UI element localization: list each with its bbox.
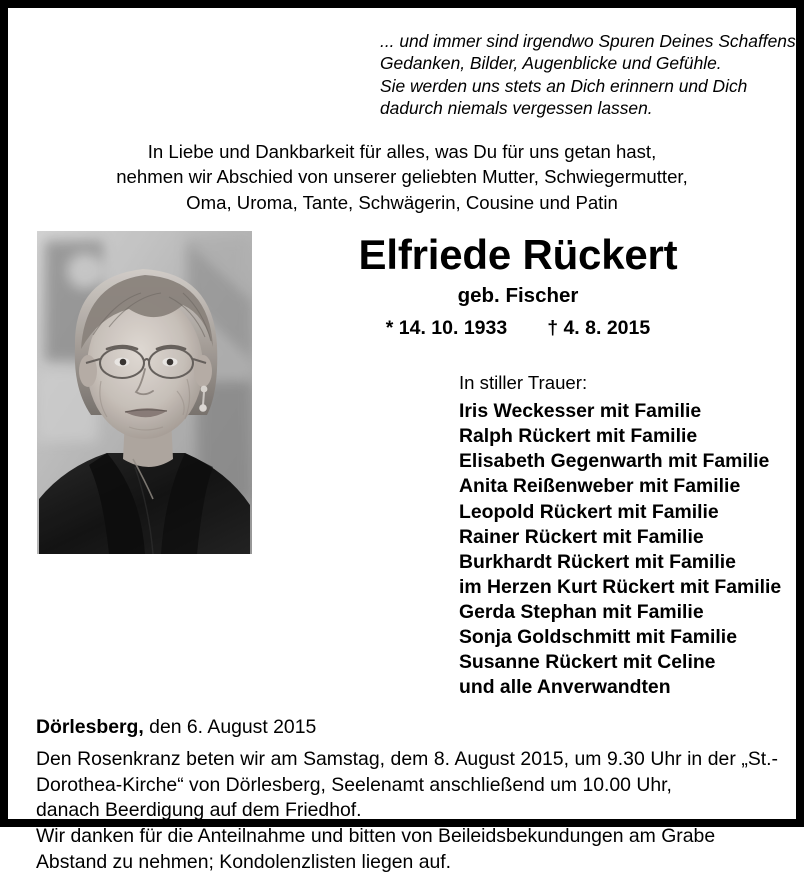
dedication-line-3: Oma, Uroma, Tante, Schwägerin, Cousine und Patin [186,191,618,213]
body-row [22,231,782,700]
list-item: Leopold Rückert mit Familie [459,500,719,523]
list-item: im Herzen Kurt Rückert mit Familie [459,575,782,598]
notice-inner [8,8,801,873]
life-dates [268,316,768,340]
service-details-last: danach Beerdigung auf dem Friedhof. [36,799,362,822]
maiden-name: geb. Fischer [457,284,579,308]
list-item: Anita Reißenweber mit Familie [459,475,741,498]
list-item: Sonja Goldschmitt mit Familie [459,625,737,648]
service-details-main: Den Rosenkranz beten wir am Samstag, dem 8. August 2015, um 9.30 Uhr in der „St.-Dorothea-Kirche“ von Dörlesberg, Seelenamt anschließend um 10.00 Uhr, [36,748,778,796]
place-and-date-line [36,714,778,740]
list-item: Ralph Rückert mit Familie [459,425,698,448]
dedication [22,139,782,216]
deceased-name: Elfriede Rückert [358,231,678,279]
list-item: Iris Weckesser mit Familie [459,400,702,423]
epigraph [22,30,801,120]
list-item: Gerda Stephan mit Familie [459,600,704,623]
right-column [268,231,782,700]
mourners-list [459,399,782,700]
notice-date: den 6. August 2015 [149,716,317,739]
list-item: Rainer Rückert mit Familie [459,525,704,548]
death-date: † 4. 8. 2015 [547,317,651,340]
thanks-note [36,824,778,875]
footer [22,714,782,875]
service-details [36,747,778,824]
list-item: Burkhardt Rückert mit Familie [459,550,736,573]
name-block [268,231,782,340]
birth-date: * 14. 10. 1933 [385,317,508,340]
list-item: Susanne Rückert mit Celine [459,651,716,674]
epigraph-line-3: Sie werden uns stets an Dich erinnern und Dich [380,75,748,96]
dedication-line-2: nehmen wir Abschied von unserer geliebten Mutter, Schwiegermutter, [116,166,688,188]
epigraph-line-2: Gedanken, Bilder, Augenblicke und Gefühle. [380,53,722,74]
place-name: Dörlesberg, [36,716,144,739]
dedication-line-1: In Liebe und Dankbarkeit für alles, was Du für uns getan hast, [147,140,657,162]
mourners-heading: In stiller Trauer: [459,372,588,394]
thanks-note-last: Abstand zu nehmen; Kondolenzlisten liegen auf. [36,850,452,873]
mourners-section [268,370,782,700]
epigraph-line-1: ... und immer sind irgendwo Spuren Deines Schaffens, [380,31,801,51]
list-item: und alle Anverwandten [459,676,671,699]
thanks-note-main: Wir danken für die Anteilnahme und bitten von Beileidsbekundungen am Grabe [36,825,716,848]
list-item: Elisabeth Gegenwarth mit Familie [459,450,770,473]
epigraph-line-4: dadurch niemals vergessen lassen. [380,98,653,119]
portrait-photo [37,231,252,554]
